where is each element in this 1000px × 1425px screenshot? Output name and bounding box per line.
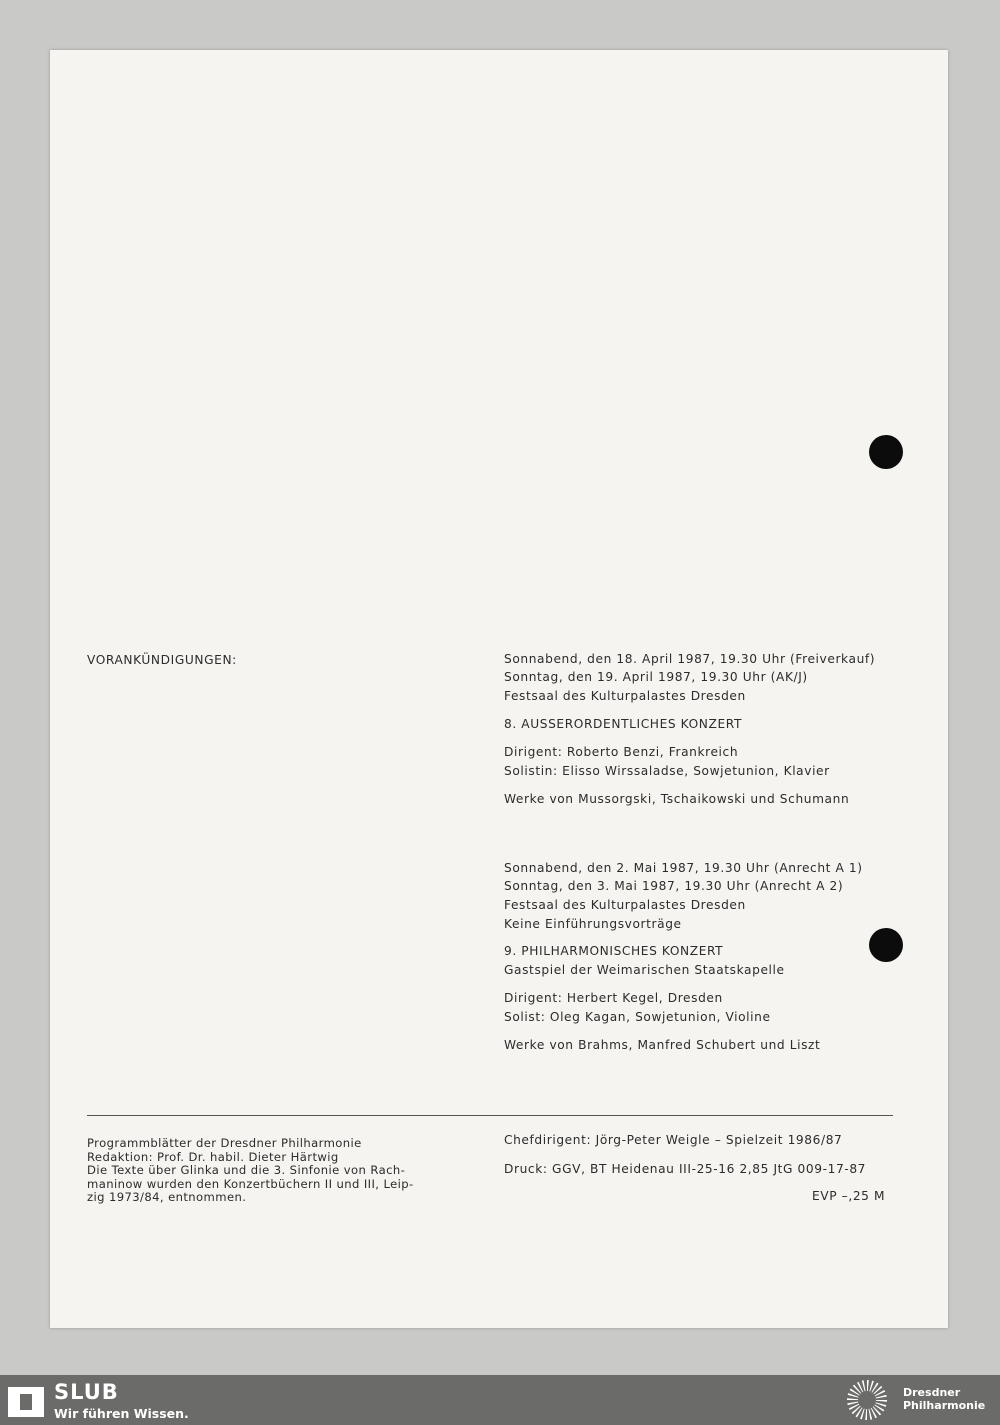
chief-conductor-line: Chefdirigent: Jörg-Peter Weigle – Spielzeit 1986/87	[504, 1133, 843, 1147]
concert-2-date-2: Sonntag, den 3. Mai 1987, 19.30 Uhr (Anrecht A 2)	[504, 879, 844, 893]
imprint-line-3: Die Texte über Glinka und die 3. Sinfonie von Rach-	[87, 1163, 406, 1177]
concert-1-date-1: Sonnabend, den 18. April 1987, 19.30 Uhr (Freiverkauf)	[504, 652, 876, 666]
price-line: EVP –,25 M	[812, 1189, 886, 1203]
slub-logo-icon	[8, 1387, 44, 1417]
imprint-line-4: maninow wurden den Konzertbüchern II und III, Leip-	[87, 1176, 414, 1191]
imprint-line-2: Redaktion: Prof. Dr. habil. Dieter Härtwig	[87, 1149, 339, 1164]
concert-1-date-2: Sonntag, den 19. April 1987, 19.30 Uhr (AK/J)	[504, 670, 808, 684]
logo-ray	[876, 1395, 887, 1399]
concert-2-note: Keine Einführungsvorträge	[504, 917, 682, 931]
concert-2-date-1: Sonnabend, den 2. Mai 1987, 19.30 Uhr (Anrecht A 1)	[504, 861, 863, 875]
logo-ray	[876, 1400, 887, 1402]
logo-ray	[847, 1398, 858, 1400]
concert-2-works: Werke von Brahms, Manfred Schubert und Liszt	[504, 1038, 821, 1052]
concert-1-title: 8. AUSSERORDENTLICHES KONZERT	[504, 717, 742, 731]
concert-2-guest: Gastspiel der Weimarischen Staatskapelle	[504, 963, 785, 977]
dresdner-philharmonie-name	[903, 1387, 985, 1412]
imprint-line-5: zig 1973/84, entnommen.	[87, 1190, 247, 1204]
concert-2-title: 9. PHILHARMONISCHES KONZERT	[504, 944, 724, 958]
concert-1-venue: Festsaal des Kulturpalastes Dresden	[504, 689, 746, 703]
concert-1-soloist: Solistin: Elisso Wirssaladse, Sowjetunion, Klavier	[504, 764, 830, 778]
slub-title: SLUB	[54, 1380, 119, 1404]
print-info-line: Druck: GGV, BT Heidenau III-25-16 2,85 JtG 009-17-87	[504, 1162, 867, 1176]
punch-hole-bottom	[869, 928, 903, 962]
concert-1-conductor: Dirigent: Roberto Benzi, Frankreich	[504, 745, 739, 759]
concert-1-works: Werke von Mussorgski, Tschaikowski und Schumann	[504, 792, 850, 806]
logo-ray	[865, 1409, 867, 1420]
separator-rule	[87, 1115, 893, 1116]
dp-line-1: Dresdner	[903, 1386, 961, 1399]
logo-ray	[862, 1380, 866, 1391]
punch-hole-top	[869, 435, 903, 469]
concert-2-venue: Festsaal des Kulturpalastes Dresden	[504, 898, 746, 912]
logo-ray	[867, 1380, 869, 1391]
footer-bar	[0, 1375, 1000, 1425]
announcements-heading: VORANKÜNDIGUNGEN:	[87, 653, 237, 667]
dp-line-2: Philharmonie	[903, 1398, 986, 1412]
dresdner-philharmonie-logo-icon	[846, 1379, 888, 1421]
logo-ray	[847, 1402, 858, 1406]
concert-2-soloist: Solist: Oleg Kagan, Sowjetunion, Violine	[504, 1010, 771, 1024]
logo-ray	[869, 1409, 873, 1420]
imprint-line-1: Programmblätter der Dresdner Philharmonie	[87, 1136, 362, 1150]
slub-subtitle: Wir führen Wissen.	[54, 1406, 189, 1421]
concert-2-conductor: Dirigent: Herbert Kegel, Dresden	[504, 991, 723, 1005]
